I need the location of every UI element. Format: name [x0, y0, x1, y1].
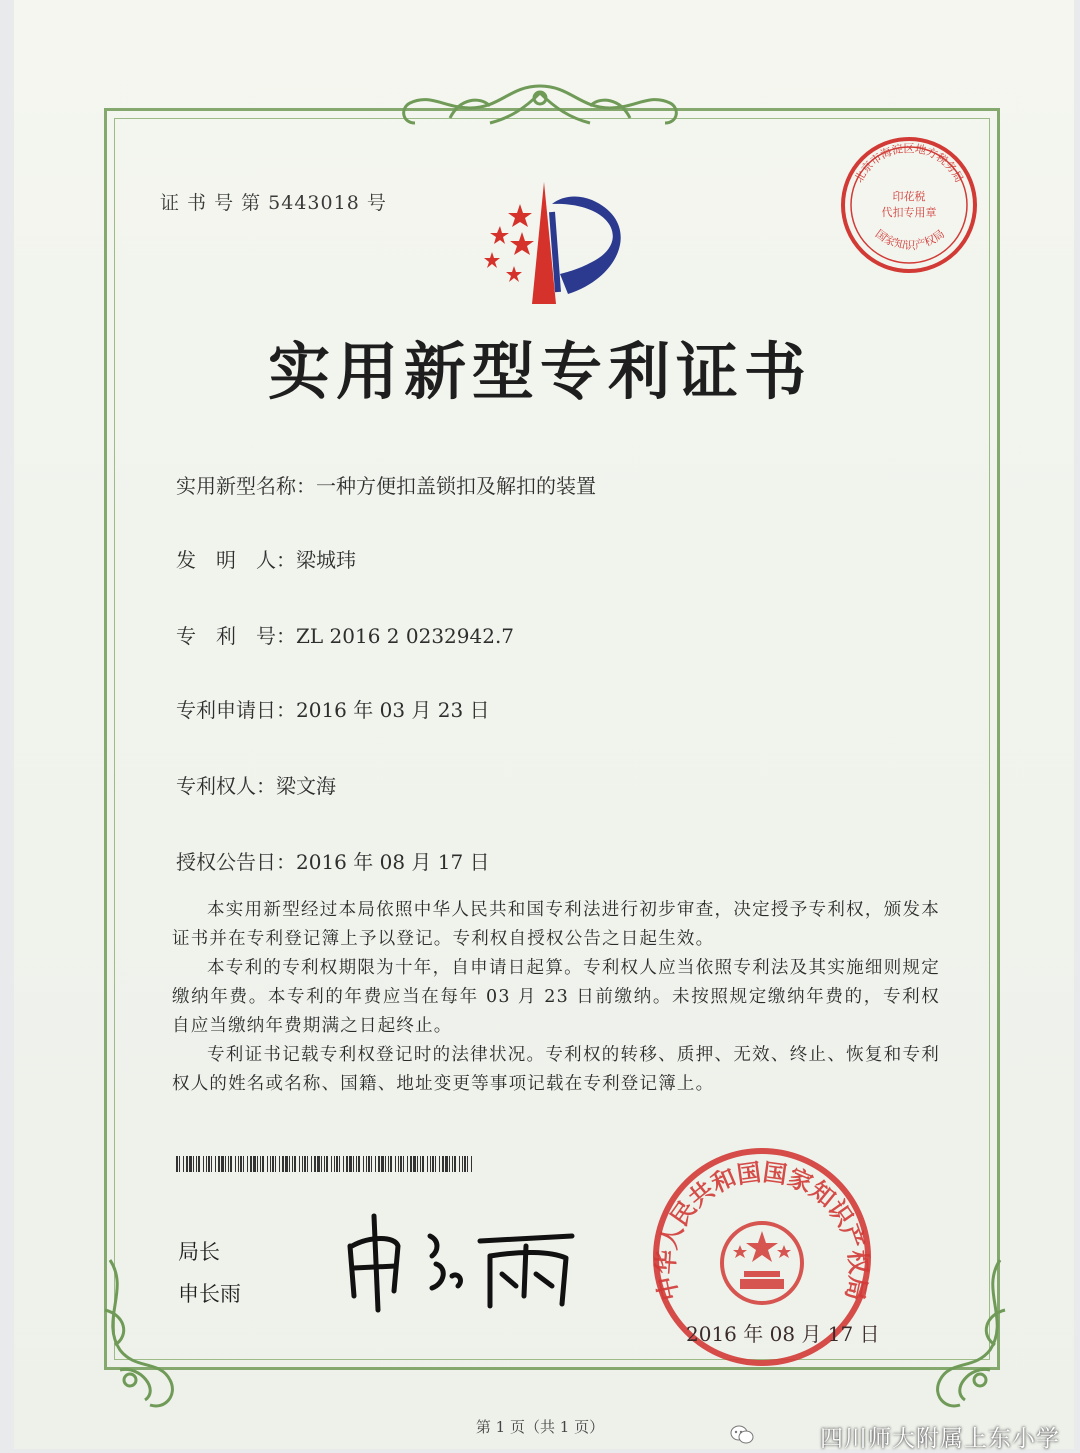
body-paragraph: 专利证书记载专利权登记时的法律状况。专利权的转移、质押、无效、终止、恢复和专利权人的姓名或名称、国籍、地址变更等事项记载在专利登记簿上。 — [172, 1045, 940, 1094]
certificate-number: 证 书 号 第 5443018 号 — [160, 192, 387, 214]
seal-date: 2016 年 08 月 17 日 — [686, 1322, 880, 1346]
source-watermark: 四川师大附属上东小学 — [820, 1426, 1060, 1452]
field-inventor — [176, 544, 356, 573]
field-value: 一种方便扣盖锁扣及解扣的装置 — [316, 474, 596, 498]
svg-text:代扣专用章: 代扣专用章 — [881, 206, 937, 219]
bottom-right-ornament — [890, 1250, 1020, 1420]
field-value: 2016 年 08 月 17 日 — [296, 850, 490, 874]
small-seal-top-text: 北京市海淀区地方税务局 — [852, 141, 966, 185]
top-ornament — [390, 78, 690, 138]
field-label: 专利权人： — [176, 774, 276, 798]
field-utility-model-name — [176, 470, 596, 499]
field-application-date — [176, 694, 490, 723]
director-name: 申长雨 — [178, 1282, 241, 1306]
barcode — [176, 1156, 472, 1172]
patent-office-emblem-icon — [472, 182, 632, 304]
body-paragraph: 本实用新型经过本局依照中华人民共和国专利法进行初步审查，决定授予专利权，颁发本证书并在专利登记簿上予以登记。专利权自授权公告之日起生效。 — [172, 900, 940, 949]
bottom-left-ornament — [90, 1250, 220, 1420]
field-value: ZL 2016 2 0232942.7 — [296, 624, 515, 648]
field-value: 梁城玮 — [296, 548, 356, 572]
svg-text:印花税: 印花税 — [892, 190, 926, 203]
field-label: 专 利 号： — [176, 624, 296, 648]
director-title: 局长 — [178, 1240, 220, 1264]
small-seal-bottom-text: 国家知识产权局 — [872, 227, 948, 252]
certificate-body — [172, 896, 940, 1099]
field-patentee — [176, 770, 336, 799]
field-label: 专利申请日： — [176, 698, 296, 722]
field-grant-date — [176, 846, 490, 875]
field-label: 实用新型名称： — [176, 474, 316, 498]
body-paragraph: 本专利的专利权期限为十年，自申请日起算。专利权人应当依照专利法及其实施细则规定缴纳年费。本专利的年费应当在每年 03 月 23 日前缴纳。未按照规定缴纳年费的，专利权自应当缴纳年费期满之日起终止。 — [172, 958, 940, 1036]
certificate-title: 实用新型专利证书 — [267, 335, 812, 408]
field-value: 梁文海 — [276, 774, 336, 798]
big-seal-text: 中华人民共和国国家知识产权局 — [651, 1158, 873, 1303]
page-number: 第 1 页（共 1 页） — [475, 1418, 605, 1436]
field-label: 发 明 人： — [176, 548, 296, 572]
field-value: 2016 年 03 月 23 日 — [296, 698, 490, 722]
wechat-icon — [730, 1424, 754, 1446]
director-signature — [340, 1206, 580, 1316]
field-patent-number — [176, 620, 514, 649]
tax-stamp-seal — [838, 134, 980, 276]
field-label: 授权公告日： — [176, 850, 296, 874]
